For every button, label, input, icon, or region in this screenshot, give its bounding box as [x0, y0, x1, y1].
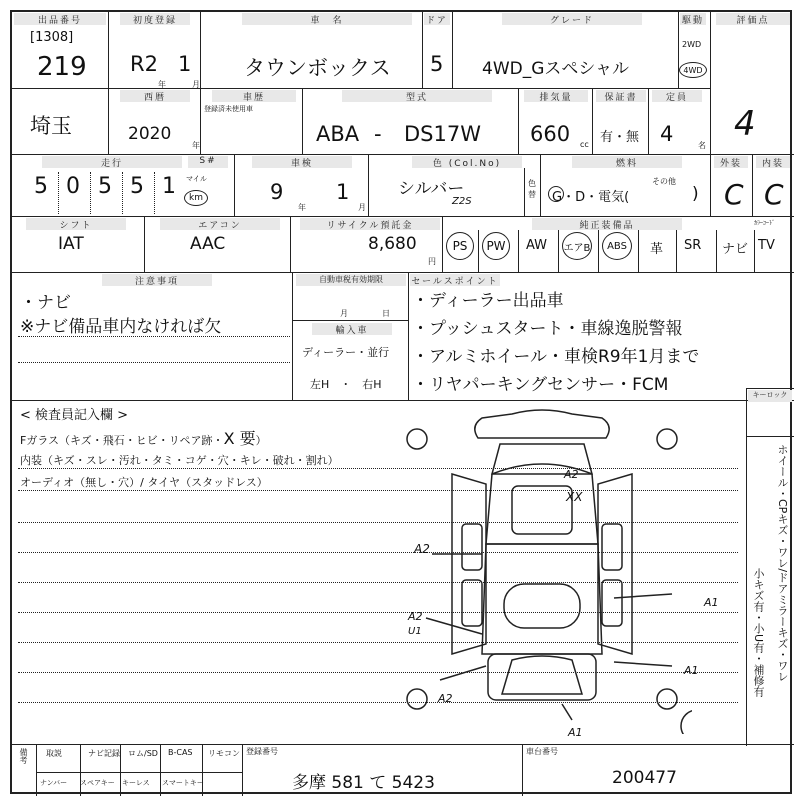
- equipment-airbag-circled: エアB: [562, 232, 592, 260]
- car-diagram: [392, 404, 692, 734]
- inspection-line-interior: 内装（キズ・スレ・汚れ・タミ・コゲ・穴・キレ・破れ・割れ）: [20, 454, 339, 467]
- mileage-digit: 0: [66, 174, 80, 199]
- equipment-pw-circled: PW: [482, 232, 510, 260]
- displacement: 660: [530, 122, 571, 146]
- score: 4: [734, 104, 756, 144]
- doors: 5: [430, 52, 444, 76]
- footer-label: ナビ記録: [88, 749, 120, 758]
- first-reg-month: 1: [178, 52, 192, 76]
- color-code: Z2S: [452, 196, 472, 207]
- equipment-navi: ナビ: [722, 242, 749, 257]
- mileage-digit: 5: [98, 174, 112, 199]
- sales-point: ・プッシュスタート・車線逸脱警報: [412, 319, 683, 339]
- footer-label: ナンバー: [40, 779, 68, 787]
- footer-label: スマートキー: [162, 779, 204, 787]
- damage-mark: A2: [564, 468, 579, 481]
- footer-label: キーレス: [122, 779, 150, 787]
- recycle-fee: 8,680: [368, 234, 417, 254]
- equipment-sr: SR: [684, 238, 702, 253]
- unit-km-circled: km: [184, 190, 208, 206]
- sales-point: ・ディーラー出品車: [412, 291, 564, 311]
- damage-mark: XX: [566, 490, 583, 504]
- capacity: 4: [660, 122, 674, 146]
- chassis-number: 200477: [612, 768, 677, 788]
- damage-mark: A2: [408, 610, 423, 623]
- equipment-tv: TV: [758, 238, 775, 253]
- inspection-line-audio: オーディオ（無し・穴）/ タイヤ（スタッドレス）: [20, 476, 268, 489]
- drive-2wd: 2WD: [682, 40, 702, 49]
- damage-mark: A2: [438, 692, 453, 705]
- side-note: 小キズ有・小U有・補修有: [752, 568, 765, 698]
- damage-mark: A2: [414, 542, 430, 556]
- color: シルバー: [398, 179, 465, 199]
- damage-mark: A1: [568, 726, 583, 739]
- footer-label: ロム/SD: [128, 749, 158, 758]
- handle-side: 左H ・ 右H: [310, 378, 382, 391]
- damage-mark: U1: [408, 626, 422, 637]
- auction-sheet: 出品番号 [1308] 219 初度登録 R2 1 年 月 車 名 タウンボックス ドア 5 グレード 4WD_Gスペシャル 駆動 2WD 4WD 評価点 4 埼玉 西暦 2020 年 車歴 登録済未使用車 型式 ABA - DS17W 排気量 660 cc 保証書 有・無 定員 4 名 走行 S# 5 0 5 5 1 マイル km 車検 9 年 1 月 色 (Col.No) シルバー Z2S 色替 燃料 G・D・電気( その他 ) 外装 C 内装 C シフト IAT エアコン AAC リサイクル預託金 8,680 円 純正装備品 ｶﾗｰｺｰﾄﾞ PS PW AW エアB ABS 革 SR ナビ TV 注意事項 ・ナビ ※ナビ備品車内なければ欠 自動車税有効期限 月 日 輸入車 ディーラー・並行 左H ・ 右H セールスポイント ・ディーラー出品車 ・プッシュスタート・車線逸脱警報 ・アルミホイール・車検R9年1月まで ・リヤパーキングセンサー・FCM < 検査員記入欄 > Fガラス（キズ・飛石・ヒビ・リペア跡・X 要） 内装（キズ・スレ・汚れ・タミ・コゲ・穴・キレ・破れ・割れ） オーディオ（無し・穴）/ タイヤ（スタッドレス） キーロック ホイール・CPキズ・ワレ/ドアミラーキズ・ワレ 小キズ有・小U有・補修有 A2 XX A2 A2 U1 A1 A1 A2 A1 備考 取説 ナビ記録 ロム/SD B-CAS リモコン ナンバー スペアキー キーレス スマートキー 登録番号 多摩 581 て 5423 車台番号 200477: [10, 10, 792, 794]
- mileage-digit: 5: [130, 174, 144, 199]
- col-first-reg-label: 初度登録: [120, 13, 190, 25]
- shift: IAT: [58, 234, 84, 254]
- footer-label: 取説: [46, 749, 62, 758]
- unit-mile: マイル: [186, 175, 207, 183]
- model-name: タウンボックス: [244, 56, 391, 80]
- inspection-month: 1: [336, 180, 350, 204]
- grade: 4WD_Gスペシャル: [482, 59, 630, 79]
- model-prefix: ABA: [316, 122, 360, 146]
- equipment-leather: 革: [650, 242, 664, 257]
- import-type: ディーラー・並行: [302, 346, 390, 359]
- plate-number: 多摩 581 て 5423: [292, 773, 435, 793]
- side-note: ホイール・CPキズ・ワレ/ドアミラーキズ・ワレ: [776, 444, 789, 683]
- sales-point: ・リヤパーキングセンサー・FCM: [412, 375, 669, 395]
- inspection-year: 9: [270, 180, 284, 204]
- lot-number: 219: [37, 52, 87, 82]
- footer-label: スペアキー: [80, 779, 115, 787]
- history-note: 登録済未使用車: [204, 105, 253, 113]
- sales-point: ・アルミホイール・車検R9年1月まで: [412, 347, 700, 367]
- equipment-ps-circled: PS: [446, 232, 474, 260]
- aircon: AAC: [190, 234, 226, 254]
- region: 埼玉: [30, 114, 72, 138]
- model-code: DS17W: [404, 122, 481, 146]
- equipment-aw: AW: [526, 238, 548, 253]
- mileage-digit: 5: [34, 174, 48, 199]
- caution-line: ・ナビ: [20, 293, 71, 313]
- exterior-grade: C: [724, 178, 744, 211]
- interior-grade: C: [764, 178, 784, 211]
- mileage-digit: 1: [162, 174, 176, 199]
- lot-bracket: [1308]: [30, 30, 74, 45]
- inspection-line-glass: Fガラス（キズ・飛石・ヒビ・リペア跡・X 要）: [20, 429, 267, 448]
- footer-label: リモコン: [208, 749, 240, 758]
- damage-mark: A1: [704, 596, 719, 609]
- inspection-title: < 検査員記入欄 >: [20, 408, 129, 423]
- col-model-name-label: 車 名: [242, 13, 412, 25]
- caution-line: ※ナビ備品車内なければ欠: [20, 317, 222, 337]
- damage-mark: A1: [684, 664, 699, 677]
- warranty: 有・無: [600, 130, 640, 145]
- equipment-abs-circled: ABS: [602, 232, 632, 260]
- drive-4wd-circled: 4WD: [679, 62, 707, 78]
- fuel-options: G・D・電気(: [552, 190, 630, 205]
- first-reg-era: R2: [130, 52, 158, 76]
- year: 2020: [128, 124, 172, 144]
- col-lot-label: 出品番号: [14, 13, 106, 25]
- footer-label: B-CAS: [168, 748, 193, 757]
